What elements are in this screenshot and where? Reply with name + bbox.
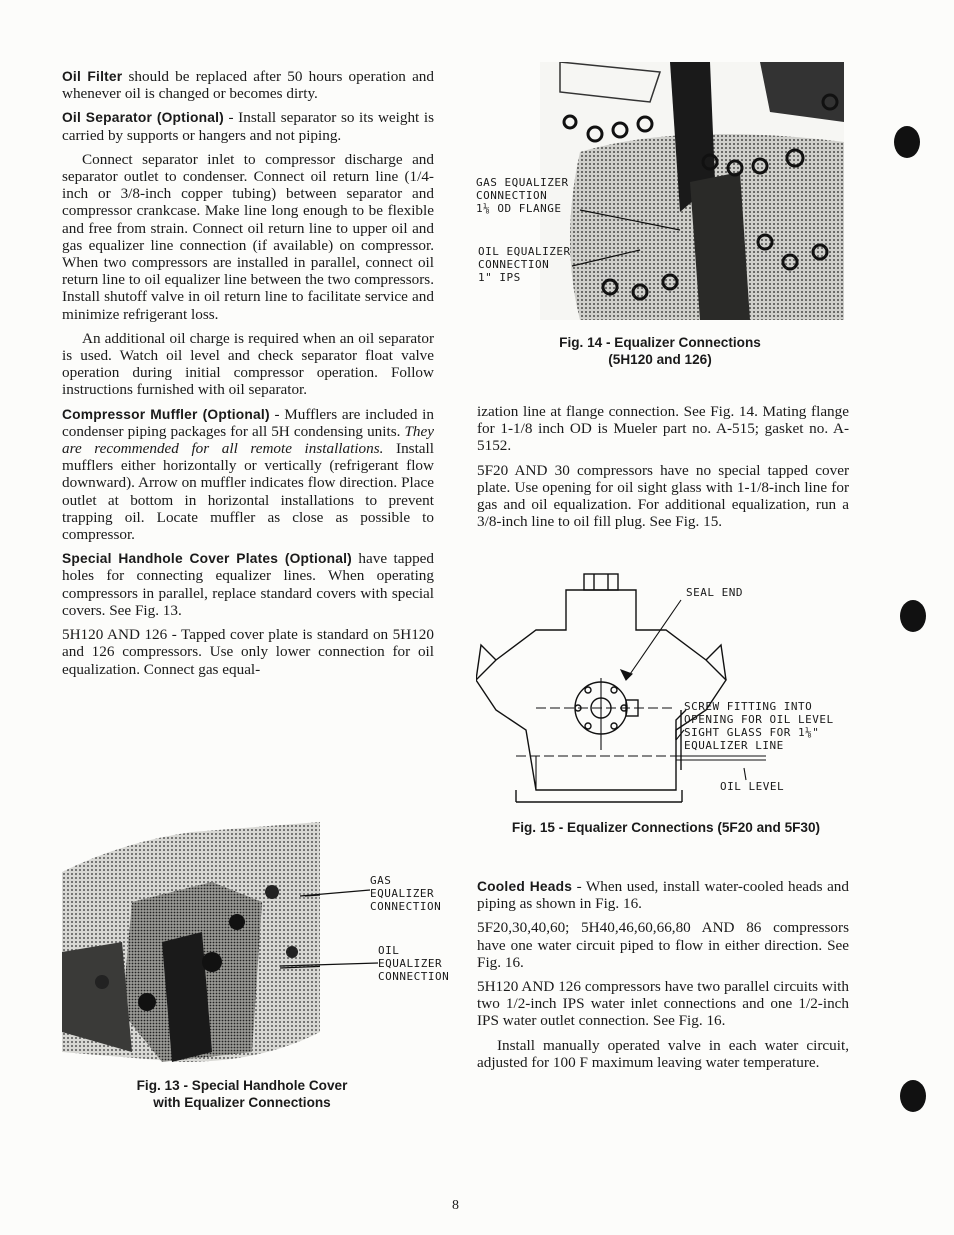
punch-hole-mark-2	[900, 600, 926, 632]
5h120-water-paragraph: 5H120 AND 126 compressors have two parallel circuits with two 1/2-inch IPS water inlet connections and one 1/2-inch IPS water outlet connection. See Fig. 16.	[477, 978, 849, 1030]
fig13-leaders	[240, 870, 380, 980]
fig15-caption: Fig. 15 - Equalizer Connections (5F20 and 5F30)	[511, 820, 821, 835]
fig15-oil-level-label: OIL LEVEL	[720, 780, 785, 793]
right-column-top	[477, 403, 849, 537]
muffler-paragraph: Compressor Muffler (Optional) - Mufflers are included in condenser piping packages for all 5H condensing units. They are recommended for all remote installations. Install mufflers either horizontally or vertically (refrigerant flow downward). Arrow on muffler indicates flow direction. Place outlet at bottom in horizontal installations to prevent trapping oil. Locate muffler as close as possible to compressor.	[62, 405, 434, 544]
punch-hole-mark-3	[900, 1080, 926, 1112]
oil-separator-paragraph: Oil Separator (Optional) - Install separator so its weight is carried by supports or hangers and not piping.	[62, 109, 434, 144]
water-circuit-paragraph: 5F20,30,40,60; 5H40,46,60,66,80 AND 86 compressors have one water circuit piped to flow in either direction. See Fig. 16.	[477, 919, 849, 971]
equalization-paragraph: ization line at flange connection. See Fig. 14. Mating flange for 1-1/8 inch OD is Mueler part no. A-515; gasket no. A-5152.	[477, 403, 849, 455]
punch-hole-mark-1	[894, 126, 920, 158]
fig13-oil-label: OIL EQUALIZER CONNECTION	[378, 944, 450, 983]
separator-connect-paragraph: Connect separator inlet to compressor discharge and separator outlet to condenser. Connect oil return line (1/4-inch or 3/8-inch copper tubing) between separator and compressor crankcase. Make line long enough to be flexible and free from strain. Connect oil return line to upper oil and gas equalizer line connection (if available) on compressor. When two compressors are installed in parallel, connect oil return line to oil equalizer line between the two compressors. Install shutoff valve in oil return line to facilitate service and minimize refrigerant loss.	[62, 150, 434, 323]
fig14-caption: Fig. 14 - Equalizer Connections (5H120 and 126)	[559, 335, 761, 367]
cooled-heads-paragraph: Cooled Heads - When used, install water-cooled heads and piping as shown in Fig. 16.	[477, 878, 849, 913]
left-column	[62, 68, 434, 685]
oil-filter-paragraph: Oil Filter should be replaced after 50 hours operation and whenever oil is changed or becomes dirty.	[62, 68, 434, 103]
fig15-screw-label: SCREW FITTING INTO OPENING FOR OIL LEVEL SIGHT GLASS FOR 1⅛" EQUALIZER LINE	[684, 700, 834, 752]
page-number: 8	[452, 1198, 459, 1213]
oil-charge-paragraph: An additional oil charge is required when an oil separator is used. Watch oil level and check separator float valve operation during initial compressor operation. Follow instructions furnished with oil separator.	[62, 329, 434, 399]
muffler-heading: Compressor Muffler (Optional)	[62, 406, 270, 422]
fig13-gas-label: GAS EQUALIZER CONNECTION	[370, 874, 442, 913]
cooled-heads-heading: Cooled Heads	[477, 879, 573, 894]
fig14-gas-label: GAS EQUALIZER CONNECTION 1⅛ OD FLANGE	[476, 176, 569, 215]
oil-separator-heading: Oil Separator (Optional)	[62, 110, 224, 126]
fig15-seal-end-label: SEAL END	[686, 586, 743, 599]
valve-paragraph: Install manually operated valve in each water circuit, adjusted for 100 F maximum leaving water temperature.	[477, 1036, 849, 1071]
fig14-leaders	[560, 190, 710, 280]
oil-filter-heading: Oil Filter	[62, 69, 123, 84]
handhole-heading: Special Handhole Cover Plates (Optional)	[62, 551, 352, 567]
fig15-diagram	[476, 570, 856, 806]
fig13-caption: Fig. 13 - Special Handhole Cover with Equalizer Connections	[136, 1078, 348, 1110]
fig14-oil-label: OIL EQUALIZER CONNECTION 1" IPS	[478, 245, 571, 284]
handhole-paragraph: Special Handhole Cover Plates (Optional) have tapped holes for connecting equalizer lines. When operating compressors in parallel, replace standard covers with special covers. See Fig. 13.	[62, 550, 434, 619]
5f20-paragraph: 5F20 AND 30 compressors have no special tapped cover plate. Use opening for oil sight glass with 1-1/8-inch line for gas and oil equalization. For additional equalization, run a 3/8-inch line to oil fill plug. See Fig. 15.	[477, 461, 849, 531]
right-column-bottom	[477, 878, 849, 1078]
5h120-paragraph: 5H120 AND 126 - Tapped cover plate is standard on 5H120 and 126 compressors. Use only lower connection for oil equalization. Connect gas equal-	[62, 626, 434, 678]
